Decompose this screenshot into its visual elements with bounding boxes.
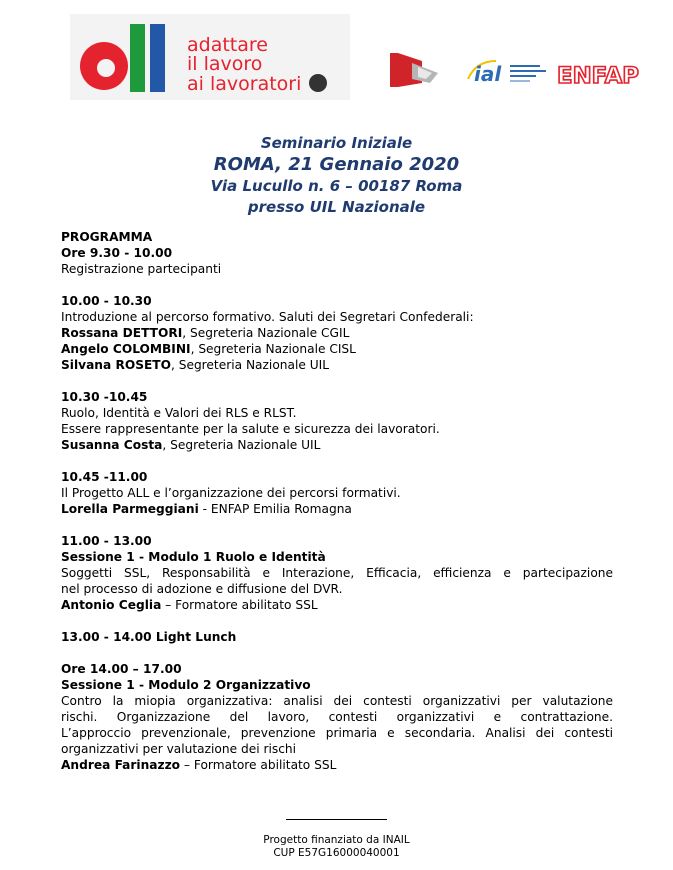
speaker-name: Angelo COLOMBINI: [61, 342, 191, 356]
speaker-name: Susanna Costa: [61, 438, 163, 452]
block2-time: 10.00 - 10.30: [61, 294, 152, 308]
block6-desc-line-1: Contro la miopia organizzativa: analisi dei contesti organizzativi per valutazione: [61, 694, 613, 708]
lunch-break: 13.00 - 14.00 Light Lunch: [61, 630, 237, 644]
program-heading: PROGRAMMA: [61, 230, 153, 244]
speaker-role: , Segreteria Nazionale UIL: [170, 358, 330, 372]
speaker-role: – Formatore abilitato SSL: [161, 598, 318, 612]
uil-logo-icon: [388, 53, 440, 87]
block6-desc-line-2: rischi. Organizzazione del lavoro, contesti organizzativi e contrattazione.: [61, 710, 613, 724]
block1-time: Ore 9.30 - 10.00: [61, 246, 173, 260]
block2-speaker-2: [61, 341, 613, 357]
block5-desc-line-1: Soggetti SSL, Responsabilità e Interazione, Efficacia, efficienza e partecipazione: [61, 566, 613, 580]
speaker-name: Antonio Ceglia: [61, 598, 162, 612]
block5-speaker: [61, 597, 613, 613]
block2-speaker-1: [61, 325, 613, 341]
uil-logo: [388, 53, 440, 91]
block6-session: Sessione 1 - Modulo 2 Organizzativo: [61, 678, 311, 692]
all-letters-icon: [78, 22, 183, 94]
ial-logo-icon: [466, 57, 550, 87]
footer: [0, 834, 673, 860]
block4-desc: Il Progetto ALL e l’organizzazione dei percorsi formativi.: [61, 486, 401, 500]
event-venue: presso UIL Nazionale: [247, 198, 426, 216]
block2-speaker-3: [61, 357, 613, 373]
footer-divider: [286, 819, 387, 820]
tagline-line-2: il lavoro: [187, 53, 263, 75]
speaker-name: Lorella Parmeggiani: [61, 502, 199, 516]
block3-desc-1: Ruolo, Identità e Valori dei RLS e RLST.: [61, 406, 297, 420]
all-project-logo: [70, 14, 350, 100]
block5-desc-line-2: nel processo di adozione e diffusione del DVR.: [61, 582, 343, 596]
enfap-logo-icon: [556, 58, 642, 90]
enfap-wordmark: ENFAP: [557, 64, 639, 89]
program: [61, 229, 613, 773]
event-city-date: ROMA, 21 Gennaio 2020: [213, 154, 460, 175]
block4-speaker: [61, 501, 613, 517]
speaker-name: Andrea Farinazzo: [61, 758, 181, 772]
block3-speaker: [61, 437, 613, 453]
block5-time: 11.00 - 13.00: [61, 534, 152, 548]
block3-time: 10.30 -10.45: [61, 390, 148, 404]
speaker-role: , Segreteria Nazionale UIL: [162, 438, 321, 452]
speaker-role: , Segreteria Nazionale CGIL: [182, 326, 350, 340]
speaker-name: Rossana DETTORI: [61, 326, 183, 340]
header-logos: [0, 0, 673, 112]
enfap-logo: [556, 58, 642, 94]
tagline-line-3: ai lavoratori: [187, 73, 302, 95]
speaker-role: , Segreteria Nazionale CISL: [190, 342, 356, 356]
block5-session: Sessione 1 - Modulo 1 Ruolo e Identità: [61, 550, 326, 564]
block6-desc-line-4: organizzativi per valutazione dei rischi: [61, 742, 297, 756]
event-address: Via Lucullo n. 6 – 00187 Roma: [210, 177, 463, 195]
speaker-role: – Formatore abilitato SSL: [180, 758, 337, 772]
block6-speaker: [61, 757, 613, 773]
dot-icon: [309, 74, 327, 92]
block3-desc-2: Essere rappresentante per la salute e sicurezza dei lavoratori.: [61, 422, 440, 436]
speaker-role: - ENFAP Emilia Romagna: [198, 502, 352, 516]
footer-cup: CUP E57G16000040001: [273, 847, 400, 859]
block4-time: 10.45 -11.00: [61, 470, 148, 484]
event-title-block: [0, 133, 673, 218]
block6-time: Ore 14.00 – 17.00: [61, 662, 182, 676]
block6-desc-line-3: L’approccio prevenzionale, prevenzione primaria e secondaria. Analisi dei contesti: [61, 726, 613, 740]
ial-logo: [466, 57, 550, 91]
footer-funding: Progetto finanziato da INAIL: [263, 834, 410, 846]
ial-wordmark: ial: [474, 62, 502, 86]
all-tagline: [187, 36, 327, 94]
speaker-name: Silvana ROSETO: [61, 358, 171, 372]
tagline-line-1: adattare: [187, 34, 268, 56]
block2-desc: Introduzione al percorso formativo. Saluti dei Segretari Confederali:: [61, 310, 474, 324]
block1-desc: Registrazione partecipanti: [61, 262, 222, 276]
event-kind: Seminario Iniziale: [260, 134, 413, 152]
